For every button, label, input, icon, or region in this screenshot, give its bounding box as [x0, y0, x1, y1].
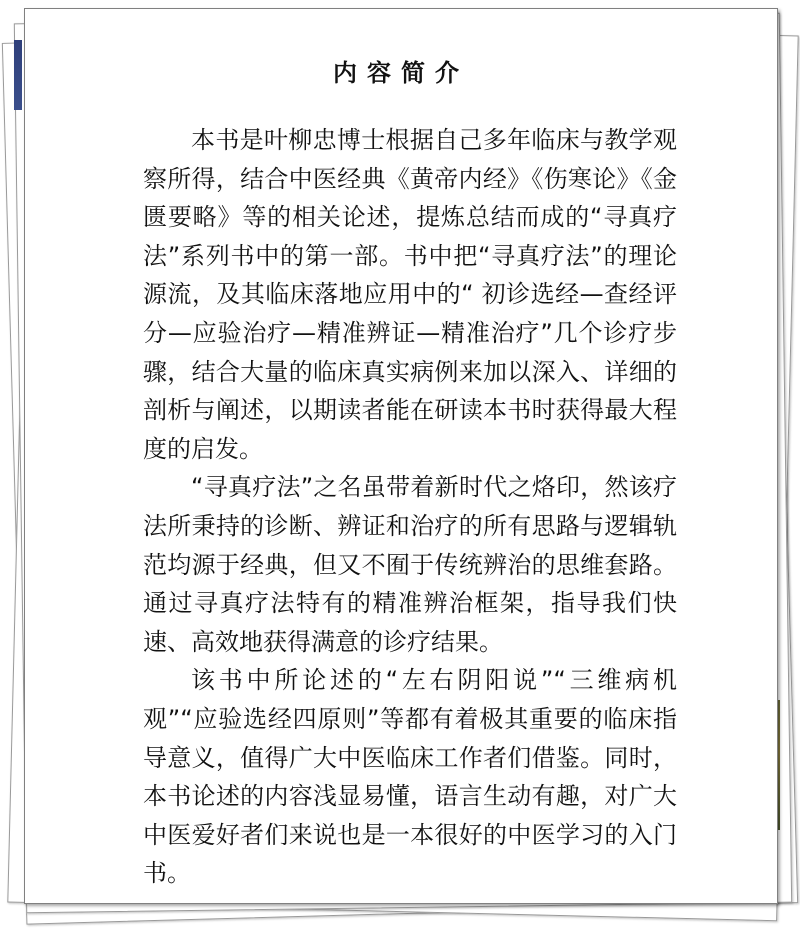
cover-edge-left: [14, 40, 22, 110]
paragraph-1: 本书是叶柳忠博士根据自己多年临床与教学观察所得，结合中医经典《黄帝内经》《伤寒论》《金匮要略》等的相关论述，提炼总结而成的“寻真疗法”系列书中的第一部。书中把“寻真疗法”的理论源流，及其临床落地应用中的“ 初诊选经—查经评分—应验治疗—精准辨证—精准治疗”几个诊疗步骤，结合大量的临床真实病例来加以深入、详细的剖析与阐述，以期读者能在研读本书时获得最大程度的启发。: [143, 126, 677, 463]
front-page: [24, 8, 778, 904]
paragraph-2: “寻真疗法”之名虽带着新时代之烙印，然该疗法所秉持的诊断、辨证和治疗的所有思路与逻辑轨范均源于经典，但又不囿于传统辨治的思维套路。通过寻真疗法特有的精准辨治框架，指导我们快速、高效地获得满意的诊疗结果。: [143, 473, 677, 656]
body-text: [143, 121, 677, 893]
paragraph-3: 该书中所论述的“左右阴阳说”“三维病机观”“应验选经四原则”等都有着极其重要的临床指导意义，值得广大中医临床工作者们借鉴。同时，本书论述的内容浅显易懂，语言生动有趣，对广大中医爱好者们来说也是一本很好的中医学习的入门书。: [143, 666, 677, 888]
page-title: 内容简介: [333, 59, 469, 87]
